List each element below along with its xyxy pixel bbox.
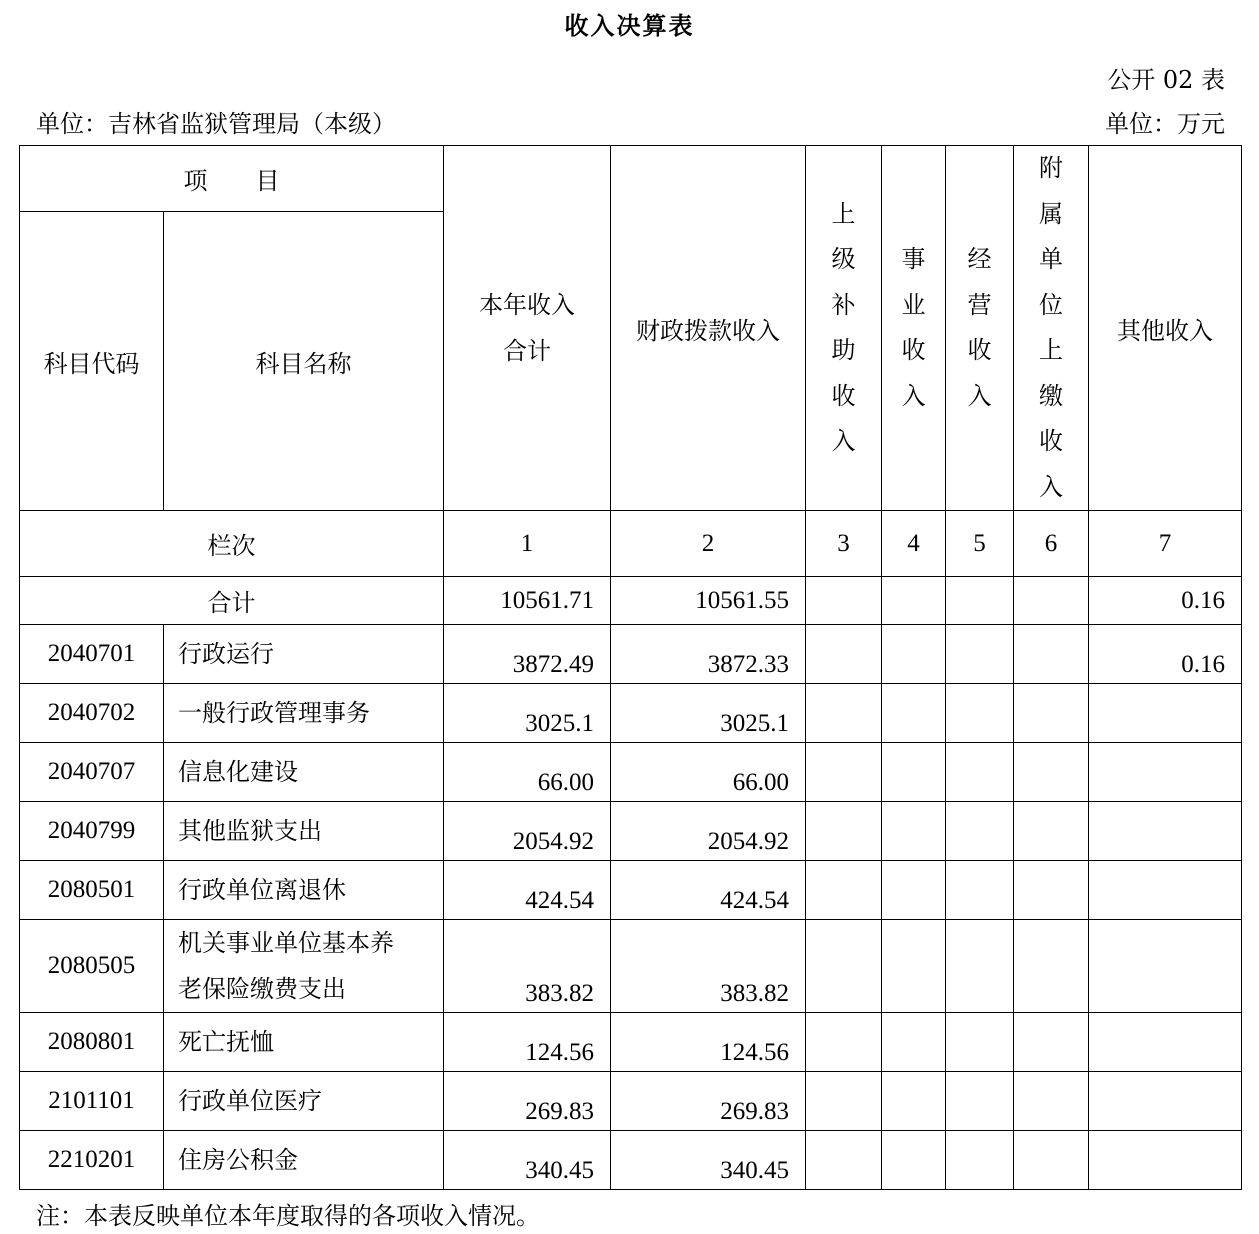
table-row bbox=[20, 1131, 1242, 1190]
empty-cell bbox=[1014, 1131, 1089, 1190]
business-char: 入 bbox=[901, 381, 926, 410]
empty-cell bbox=[882, 802, 946, 861]
business-char: 业 bbox=[901, 290, 926, 319]
empty-cell bbox=[806, 577, 882, 625]
empty-cell bbox=[946, 1131, 1014, 1190]
empty-cell bbox=[882, 920, 946, 1013]
empty-cell bbox=[806, 684, 882, 743]
subject-name-line1: 机关事业单位基本养 bbox=[178, 929, 394, 957]
empty-cell bbox=[1014, 577, 1089, 625]
sequence-number: 1 bbox=[444, 511, 611, 577]
fiscal-income-cell: 2054.92 bbox=[611, 802, 806, 861]
subject-name-cell: 住房公积金 bbox=[164, 1131, 444, 1190]
empty-cell bbox=[946, 920, 1014, 1013]
empty-cell bbox=[1014, 625, 1089, 684]
sequence-number: 4 bbox=[882, 511, 946, 577]
affiliated-income-header bbox=[1014, 146, 1089, 511]
currency-unit: 单位：万元 bbox=[1105, 110, 1225, 138]
fiscal-income-cell: 424.54 bbox=[611, 861, 806, 920]
fiscal-income-header: 财政拨款收入 bbox=[611, 146, 806, 511]
subject-code-header: 科目代码 bbox=[20, 212, 164, 511]
superior-subsidy-header bbox=[806, 146, 882, 511]
affiliated-char: 附 bbox=[1039, 154, 1063, 182]
empty-cell bbox=[882, 861, 946, 920]
sequence-label: 栏次 bbox=[20, 511, 444, 577]
other-income-cell bbox=[1089, 802, 1242, 861]
empty-cell bbox=[946, 861, 1014, 920]
total-income-cell: 424.54 bbox=[444, 861, 611, 920]
operating-income-header bbox=[946, 146, 1014, 511]
superior-char: 级 bbox=[831, 245, 856, 273]
subject-code-cell: 2040707 bbox=[20, 743, 164, 802]
empty-cell bbox=[882, 625, 946, 684]
empty-cell bbox=[882, 684, 946, 743]
empty-cell bbox=[946, 625, 1014, 684]
superior-char: 助 bbox=[831, 336, 856, 364]
total-income-header-line2: 合计 bbox=[503, 337, 551, 365]
total-income-cell: 3025.1 bbox=[444, 684, 611, 743]
total-income-cell: 269.83 bbox=[444, 1072, 611, 1131]
form-number: 公开 02 表 bbox=[1107, 66, 1225, 94]
table-row bbox=[20, 861, 1242, 920]
total-label: 合计 bbox=[20, 577, 444, 625]
sequence-number: 2 bbox=[611, 511, 806, 577]
sequence-number: 3 bbox=[806, 511, 882, 577]
superior-char: 补 bbox=[831, 290, 856, 319]
empty-cell bbox=[882, 1131, 946, 1190]
subject-name-cell: 行政运行 bbox=[164, 625, 444, 684]
total-income-cell: 124.56 bbox=[444, 1013, 611, 1072]
fiscal-income-cell: 3025.1 bbox=[611, 684, 806, 743]
sequence-number: 6 bbox=[1014, 511, 1089, 577]
affiliated-char: 位 bbox=[1039, 290, 1063, 319]
empty-cell bbox=[946, 577, 1014, 625]
subject-name-cell: 其他监狱支出 bbox=[164, 802, 444, 861]
superior-char: 上 bbox=[831, 199, 856, 228]
other-income-cell bbox=[1089, 1013, 1242, 1072]
sequence-number: 5 bbox=[946, 511, 1014, 577]
empty-cell bbox=[1014, 1072, 1089, 1131]
empty-cell bbox=[946, 684, 1014, 743]
subject-code-cell: 2040701 bbox=[20, 625, 164, 684]
other-income-cell bbox=[1089, 684, 1242, 743]
fiscal-income-cell: 383.82 bbox=[611, 920, 806, 1013]
empty-cell bbox=[1014, 684, 1089, 743]
subject-code-cell: 2080505 bbox=[20, 920, 164, 1013]
empty-cell bbox=[806, 861, 882, 920]
total-row bbox=[20, 577, 1242, 625]
empty-cell bbox=[806, 802, 882, 861]
total-income-cell: 66.00 bbox=[444, 743, 611, 802]
total-income-header-line1: 本年收入 bbox=[479, 291, 575, 319]
affiliated-char: 上 bbox=[1039, 336, 1063, 364]
other-income-cell bbox=[1089, 920, 1242, 1013]
subject-code-cell: 2080801 bbox=[20, 1013, 164, 1072]
affiliated-char: 收 bbox=[1039, 427, 1063, 455]
table-row bbox=[20, 684, 1242, 743]
business-char: 事 bbox=[901, 245, 926, 273]
total-income-cell: 2054.92 bbox=[444, 802, 611, 861]
empty-cell bbox=[806, 743, 882, 802]
business-income-header bbox=[882, 146, 946, 511]
subject-name-line2: 老保险缴费支出 bbox=[178, 975, 346, 1003]
empty-cell bbox=[1014, 861, 1089, 920]
empty-cell bbox=[1014, 920, 1089, 1013]
affiliated-char: 属 bbox=[1039, 199, 1063, 228]
subject-name-cell: 信息化建设 bbox=[164, 743, 444, 802]
subject-code-cell: 2040799 bbox=[20, 802, 164, 861]
empty-cell bbox=[806, 920, 882, 1013]
operating-char: 收 bbox=[967, 336, 992, 364]
table-row bbox=[20, 920, 1242, 1013]
fiscal-income-cell: 3872.33 bbox=[611, 625, 806, 684]
income-table bbox=[19, 145, 1242, 1190]
empty-cell bbox=[946, 1013, 1014, 1072]
subject-name-header: 科目名称 bbox=[164, 212, 444, 511]
subject-name-cell bbox=[164, 920, 444, 1013]
organization-unit: 单位：吉林省监狱管理局（本级） bbox=[36, 110, 396, 138]
operating-char: 入 bbox=[967, 381, 992, 410]
empty-cell bbox=[1014, 802, 1089, 861]
total-income-cell: 3872.49 bbox=[444, 625, 611, 684]
subject-name-cell: 一般行政管理事务 bbox=[164, 684, 444, 743]
operating-char: 营 bbox=[967, 290, 992, 319]
total-income-header bbox=[444, 146, 611, 511]
empty-cell bbox=[946, 1072, 1014, 1131]
page-title: 收入决算表 bbox=[564, 11, 695, 40]
empty-cell bbox=[806, 1013, 882, 1072]
table-row bbox=[20, 743, 1242, 802]
empty-cell bbox=[882, 1072, 946, 1131]
subject-name-cell: 行政单位离退休 bbox=[164, 861, 444, 920]
empty-cell bbox=[806, 1131, 882, 1190]
empty-cell bbox=[806, 1072, 882, 1131]
project-header: 项 目 bbox=[20, 146, 444, 212]
table-row bbox=[20, 1013, 1242, 1072]
fiscal-income-cell: 340.45 bbox=[611, 1131, 806, 1190]
fiscal-income-cell: 124.56 bbox=[611, 1013, 806, 1072]
empty-cell bbox=[1014, 1013, 1089, 1072]
subject-name-cell: 死亡抚恤 bbox=[164, 1013, 444, 1072]
subject-code-cell: 2101101 bbox=[20, 1072, 164, 1131]
total-income-cell: 383.82 bbox=[444, 920, 611, 1013]
fiscal-income-cell: 269.83 bbox=[611, 1072, 806, 1131]
footnote: 注：本表反映单位本年度取得的各项收入情况。 bbox=[36, 1202, 540, 1230]
subject-code-cell: 2040702 bbox=[20, 684, 164, 743]
empty-cell bbox=[806, 625, 882, 684]
total-income-cell: 10561.71 bbox=[444, 577, 611, 625]
superior-char: 收 bbox=[831, 381, 856, 410]
total-income-cell: 340.45 bbox=[444, 1131, 611, 1190]
other-income-cell: 0.16 bbox=[1089, 577, 1242, 625]
subject-code-cell: 2080501 bbox=[20, 861, 164, 920]
superior-char: 入 bbox=[831, 427, 856, 455]
empty-cell bbox=[882, 1013, 946, 1072]
table-row bbox=[20, 625, 1242, 684]
other-income-cell bbox=[1089, 1131, 1242, 1190]
empty-cell bbox=[882, 743, 946, 802]
empty-cell bbox=[946, 743, 1014, 802]
empty-cell bbox=[946, 802, 1014, 861]
operating-char: 经 bbox=[967, 245, 992, 273]
subject-name-cell: 行政单位医疗 bbox=[164, 1072, 444, 1131]
table-row bbox=[20, 802, 1242, 861]
other-income-cell: 0.16 bbox=[1089, 625, 1242, 684]
affiliated-char: 单 bbox=[1039, 245, 1063, 273]
affiliated-char: 缴 bbox=[1039, 381, 1063, 410]
fiscal-income-cell: 10561.55 bbox=[611, 577, 806, 625]
sequence-number: 7 bbox=[1089, 511, 1242, 577]
other-income-cell bbox=[1089, 743, 1242, 802]
table-row bbox=[20, 1072, 1242, 1131]
other-income-cell bbox=[1089, 1072, 1242, 1131]
fiscal-income-cell: 66.00 bbox=[611, 743, 806, 802]
business-char: 收 bbox=[901, 336, 926, 364]
subject-code-cell: 2210201 bbox=[20, 1131, 164, 1190]
empty-cell bbox=[1014, 743, 1089, 802]
affiliated-char: 入 bbox=[1039, 472, 1063, 501]
other-income-cell bbox=[1089, 861, 1242, 920]
empty-cell bbox=[882, 577, 946, 625]
other-income-header: 其他收入 bbox=[1089, 146, 1242, 511]
